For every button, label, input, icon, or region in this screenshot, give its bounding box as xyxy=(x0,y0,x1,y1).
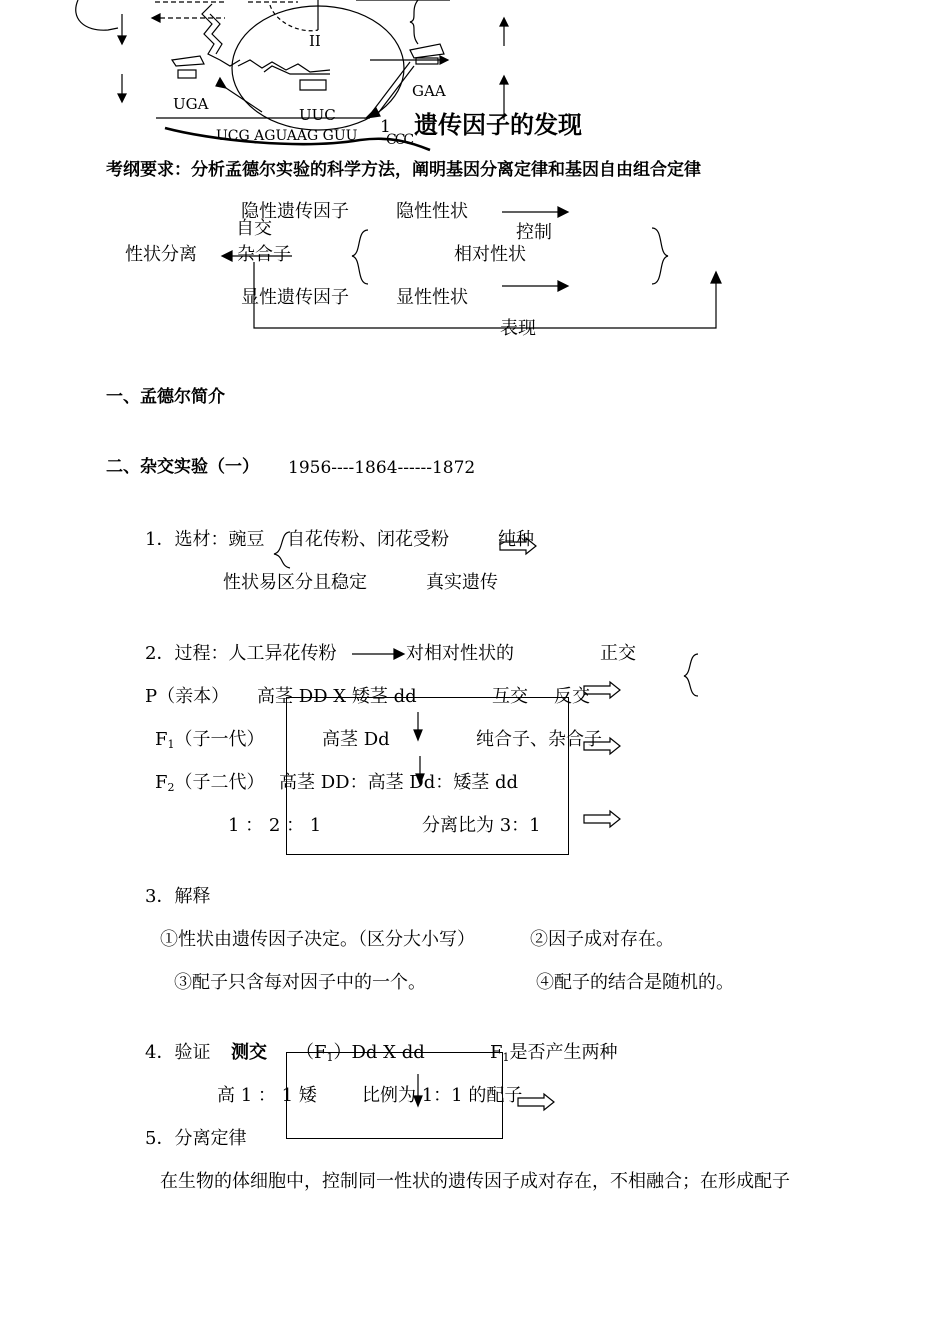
curved-arrow xyxy=(76,0,118,30)
section-2-years: 1956----1864------1872 xyxy=(288,458,476,478)
heterozygote-label: 杂合子 xyxy=(237,244,291,265)
express-label: 表现 xyxy=(500,318,536,339)
section-heading-1: 一、孟德尔简介 xyxy=(106,387,225,407)
concept-map-lines xyxy=(222,207,721,328)
codon-gaa: GAA xyxy=(412,82,446,100)
page-title: 遗传因子的发现 xyxy=(414,111,582,139)
item1-result2: 真实遗传 xyxy=(426,572,498,593)
item4-cross: $(F_1)Dd$ X dd xyxy=(296,1042,425,1064)
mrna-strand-text: UCG AGUAAG GUU xyxy=(216,128,358,144)
item3-p4: ④配子的结合是随机的。 xyxy=(536,972,734,993)
item4-result: 高 1 ： 1 矮 xyxy=(217,1085,317,1106)
p-cross: 高茎 DD X 矮茎 dd xyxy=(257,686,417,707)
ratio: 1 ： 2 ： 1 xyxy=(228,815,322,836)
f1-note: 纯合子、杂合子 xyxy=(476,729,602,750)
item2-fanjiao: 反交 xyxy=(554,686,590,707)
item1-result1: 纯种 xyxy=(498,529,534,550)
ratio-note: 分离比为 3：1 xyxy=(422,815,541,836)
marker-one: 1 xyxy=(380,117,391,137)
codon-uga: UGA xyxy=(173,95,209,113)
dominant-factor: 显性遗传因子 xyxy=(241,287,349,308)
item3-p1: ①性状由遗传因子决定。（区分大小写） xyxy=(160,929,475,950)
item5-title: 5．分离定律 xyxy=(145,1128,247,1149)
item3-title: 3．解释 xyxy=(145,886,211,907)
dominant-trait: 显性性状 xyxy=(396,287,468,308)
roman-two: II xyxy=(309,32,321,50)
exam-requirement: 考纲要求：分析孟德尔实验的科学方法，阐明基因分离定律和基因自由组合定律 xyxy=(106,160,701,180)
section-heading-2: 二、杂交实验（一） xyxy=(106,457,259,477)
f1-value: 高茎 Dd xyxy=(322,729,390,750)
item1-line1: 自花传粉、闭花受粉 xyxy=(287,529,449,550)
item3-p2: ②因子成对存在。 xyxy=(530,929,674,950)
f2-label: $F_2$（子二代） xyxy=(155,772,265,794)
item1-prefix: 1．选材：豌豆 xyxy=(145,529,265,550)
codon-ccc: CCC xyxy=(386,132,413,148)
segregation-label: 性状分离 xyxy=(125,244,197,265)
item2-after-arrow: 对相对性状的 xyxy=(406,643,514,664)
item5-body: 在生物的体细胞中，控制同一性状的遗传因子成对存在，不相融合；在形成配子 xyxy=(160,1171,790,1192)
f1-label: $F_1$（子一代） xyxy=(155,729,265,751)
item4-prefix: 4．验证 xyxy=(145,1042,211,1063)
codon-uuc: UUC xyxy=(299,106,336,124)
p-label: P（亲本） xyxy=(145,686,230,707)
selfing-label: 自交 xyxy=(236,218,272,239)
item4-testcross: 测交 xyxy=(231,1042,267,1063)
item2-prefix: 2．过程：人工异花传粉 xyxy=(145,643,337,664)
item2-hujiao: 互交 xyxy=(492,686,528,707)
item1-line2: 性状易区分且稳定 xyxy=(223,572,367,593)
relative-traits-label: 相对性状 xyxy=(454,244,526,265)
control-label: 控制 xyxy=(516,222,552,243)
item4-ratio-note: 比例为 1：1 的配子 xyxy=(362,1085,523,1106)
recessive-trait: 隐性性状 xyxy=(396,201,468,222)
item2-zhengjiao: 正交 xyxy=(600,643,636,664)
recessive-factor: 隐性遗传因子 xyxy=(241,201,349,222)
item4-question: $F_1$是否产生两种 xyxy=(490,1042,618,1064)
item3-p3: ③配子只含每对因子中的一个。 xyxy=(174,972,426,993)
f2-value: 高茎 DD：高茎 Dd：矮茎 dd xyxy=(279,772,519,793)
